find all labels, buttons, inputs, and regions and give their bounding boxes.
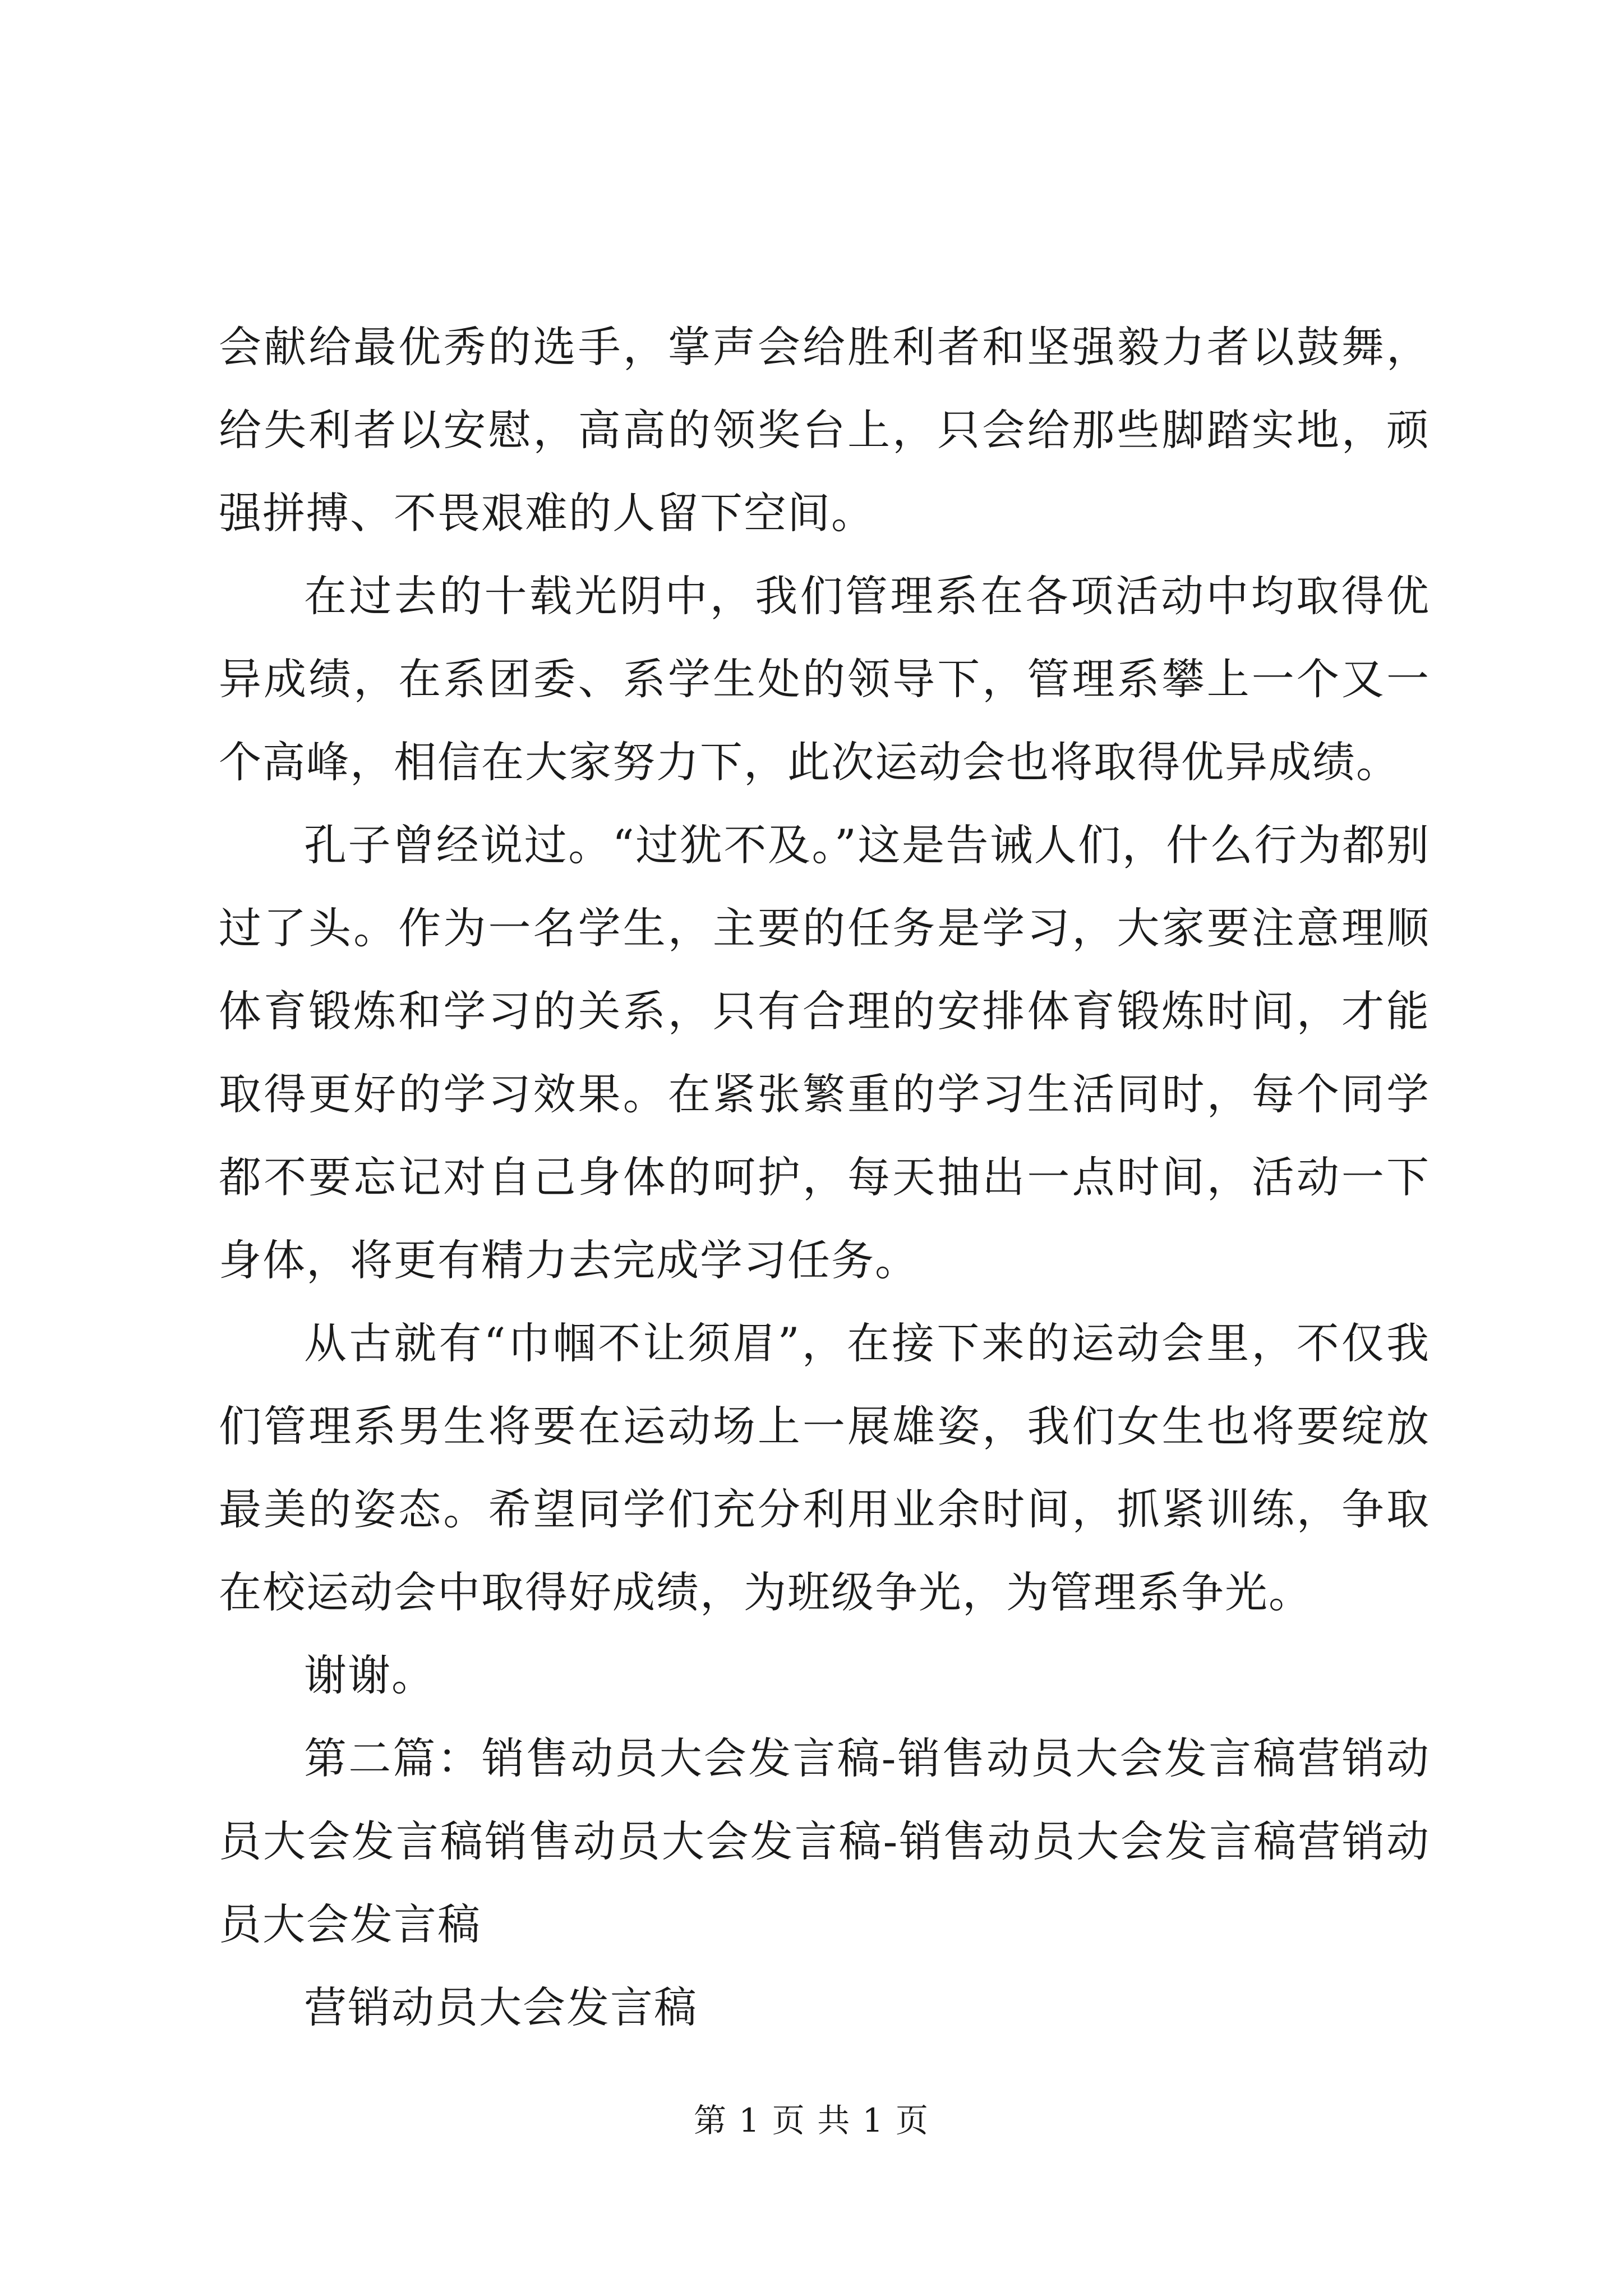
- paragraph-3: 孔子曾经说过。“过犹不及。”这是告诫人们，什么行为都别过了头。作为一名学生，主要的任务是学习，大家要注意理顺体育锻炼和学习的关系，只有合理的安排体育锻炼时间，才能取得更好的学习效果。在紧张繁重的学习生活同时，每个同学都不要忘记对自己身体的呵护，每天抽出一点时间，活动一下身体，将更有精力去完成学习任务。: [219, 820, 1430, 1285]
- paragraph-1: 会献给最优秀的选手，掌声会给胜利者和坚强毅力者以鼓舞，给失利者以安慰，高高的领奖台上，只会给那些脚踏实地，顽强拼搏、不畏艰难的人留下空间。: [219, 322, 1430, 538]
- subheading-paragraph: 营销动员大会发言稿: [304, 1982, 698, 2032]
- paragraph-2: 在过去的十载光阴中，我们管理系在各项活动中均取得优异成绩，在系团委、系学生处的领导下，管理系攀上一个又一个高峰，相信在大家努力下，此次运动会也将取得优异成绩。: [219, 571, 1430, 787]
- section-heading-paragraph: 第二篇：销售动员大会发言稿-销售动员大会发言稿营销动员大会发言稿销售动员大会发言稿-销售动员大会发言稿营销动员大会发言稿: [219, 1733, 1430, 1949]
- page-number-label: 第 1 页 共 1 页: [694, 2101, 929, 2139]
- paragraph-5: 谢谢。: [304, 1650, 435, 1700]
- paragraph-4: 从古就有“巾帼不让须眉”，在接下来的运动会里，不仅我们管理系男生将要在运动场上一展雄姿，我们女生也将要绽放最美的姿态。希望同学们充分利用业余时间，抓紧训练，争取在校运动会中取得好成绩，为班级争光，为管理系争光。: [219, 1318, 1430, 1617]
- page-footer: [0, 2101, 1623, 2140]
- document-body: [219, 306, 1430, 2049]
